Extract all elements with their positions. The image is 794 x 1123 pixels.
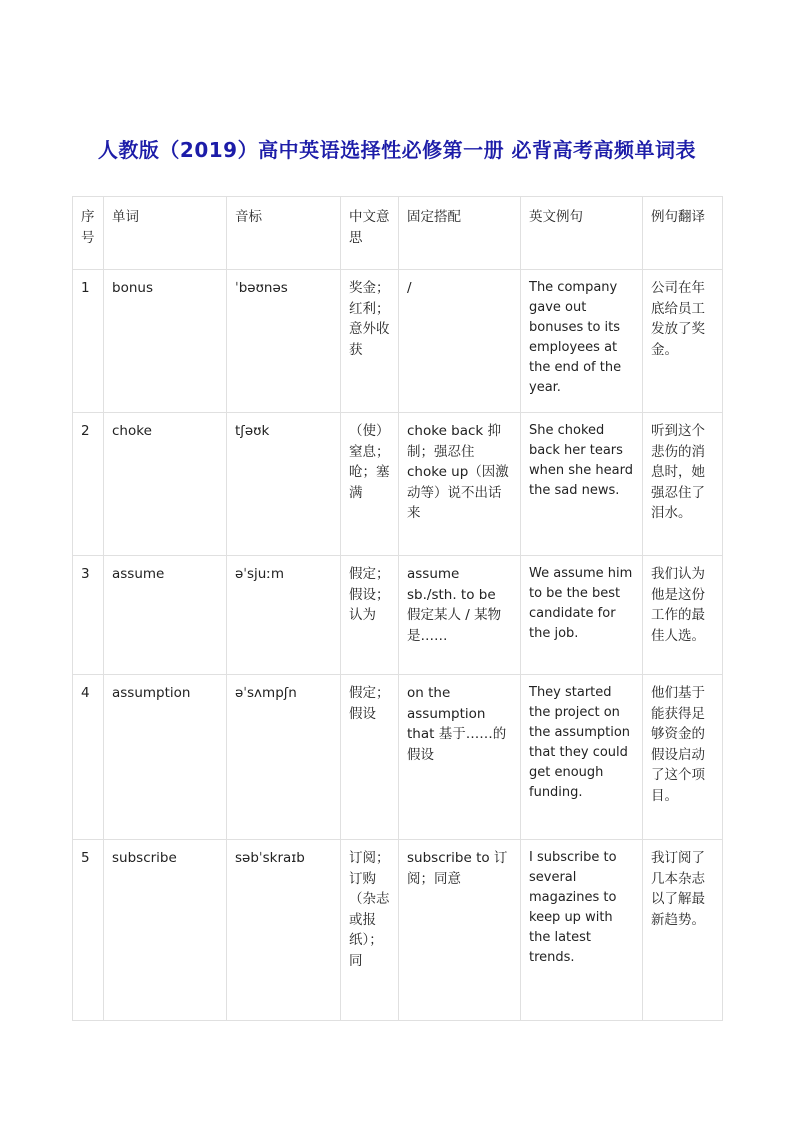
cell-number: 2 — [73, 413, 104, 556]
cell-example: They started the project on the assumption that they could get enough funding. — [521, 675, 643, 840]
cell-phonetic: tʃəʊk — [227, 413, 341, 556]
cell-collocation: assume sb./sth. to be 假定某人 / 某物是…… — [399, 556, 521, 675]
cell-collocation: on the assumption that 基于……的假设 — [399, 675, 521, 840]
table-row — [73, 675, 723, 840]
cell-phonetic: səbˈskraɪb — [227, 840, 341, 1021]
table-row — [73, 840, 723, 1021]
cell-translation: 我订阅了几本杂志以了解最新趋势。 — [643, 840, 723, 1021]
cell-meaning: 假定；假设；认为 — [341, 556, 399, 675]
header-example: 英文例句 — [521, 197, 643, 270]
vocabulary-table — [72, 196, 723, 1021]
cell-phonetic: ˈbəʊnəs — [227, 270, 341, 413]
table-header-row — [73, 197, 723, 270]
cell-example: I subscribe to several magazines to keep up with the latest trends. — [521, 840, 643, 1021]
table-row — [73, 270, 723, 413]
cell-example: We assume him to be the best candidate for the job. — [521, 556, 643, 675]
cell-word: bonus — [104, 270, 227, 413]
header-collocation: 固定搭配 — [399, 197, 521, 270]
header-number: 序号 — [73, 197, 104, 270]
cell-collocation: / — [399, 270, 521, 413]
table-row — [73, 413, 723, 556]
cell-meaning: 假定；假设 — [341, 675, 399, 840]
cell-word: choke — [104, 413, 227, 556]
header-word: 单词 — [104, 197, 227, 270]
cell-word: subscribe — [104, 840, 227, 1021]
page-title: 人教版（2019）高中英语选择性必修第一册 必背高考高频单词表 — [97, 138, 697, 162]
cell-example: She choked back her tears when she heard the sad news. — [521, 413, 643, 556]
header-phonetic: 音标 — [227, 197, 341, 270]
cell-meaning: 奖金；红利；意外收获 — [341, 270, 399, 413]
cell-meaning: （使）窒息；呛；塞满 — [341, 413, 399, 556]
cell-word: assumption — [104, 675, 227, 840]
cell-number: 3 — [73, 556, 104, 675]
cell-example: The company gave out bonuses to its employees at the end of the year. — [521, 270, 643, 413]
cell-meaning: 订阅；订购（杂志或报纸）；同 — [341, 840, 399, 1021]
cell-phonetic: əˈsʌmpʃn — [227, 675, 341, 840]
table-row — [73, 556, 723, 675]
cell-translation: 公司在年底给员工发放了奖金。 — [643, 270, 723, 413]
header-translation: 例句翻译 — [643, 197, 723, 270]
cell-phonetic: əˈsjuːm — [227, 556, 341, 675]
cell-number: 4 — [73, 675, 104, 840]
cell-number: 5 — [73, 840, 104, 1021]
cell-translation: 他们基于能获得足够资金的假设启动了这个项目。 — [643, 675, 723, 840]
cell-translation: 听到这个悲伤的消息时，她强忍住了泪水。 — [643, 413, 723, 556]
cell-translation: 我们认为他是这份工作的最佳人选。 — [643, 556, 723, 675]
cell-collocation: subscribe to 订阅；同意 — [399, 840, 521, 1021]
cell-word: assume — [104, 556, 227, 675]
header-chinese-meaning: 中文意思 — [341, 197, 399, 270]
cell-collocation: choke back 抑制；强忍住 choke up（因激动等）说不出话来 — [399, 413, 521, 556]
cell-number: 1 — [73, 270, 104, 413]
